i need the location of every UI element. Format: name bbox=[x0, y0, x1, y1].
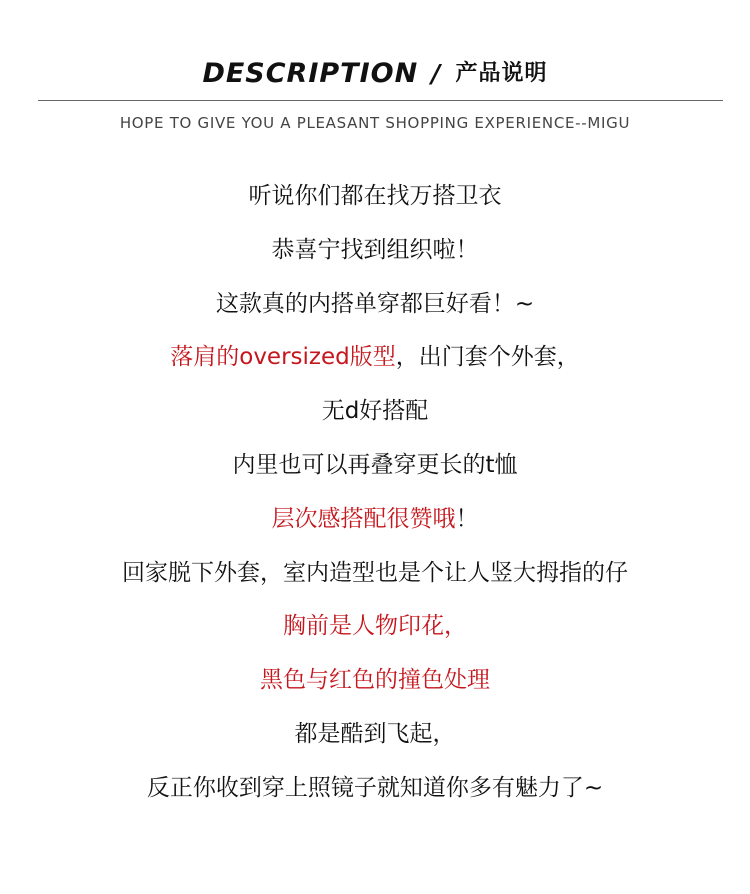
line-text: 都是酷到飞起， bbox=[294, 720, 456, 747]
description-line bbox=[0, 708, 750, 762]
description-line bbox=[0, 439, 750, 493]
line-text: 这款真的内搭单穿都巨好看！~ bbox=[215, 290, 535, 317]
description-line bbox=[0, 493, 750, 547]
line-text: ！ bbox=[455, 505, 479, 532]
header-divider bbox=[38, 100, 723, 101]
line-text: 恭喜宁找到组织啦！ bbox=[271, 236, 479, 263]
header-separator: / bbox=[431, 59, 441, 88]
line-text: 回家脱下外套，室内造型也是个让人竖大拇指的仔 bbox=[122, 559, 628, 586]
description-line bbox=[0, 762, 750, 816]
description-line bbox=[0, 385, 750, 439]
description-line bbox=[0, 600, 750, 654]
highlight-text: 层次感搭配很赞哦 bbox=[271, 505, 456, 532]
description-body bbox=[0, 170, 750, 816]
description-line bbox=[0, 331, 750, 385]
line-text: 听说你们都在找万搭卫衣 bbox=[248, 183, 502, 209]
header-title-cn: 产品说明 bbox=[455, 61, 548, 86]
description-line bbox=[0, 278, 750, 332]
description-header bbox=[0, 54, 750, 94]
line-text: 内里也可以再叠穿更长的t恤 bbox=[232, 451, 518, 478]
description-line bbox=[0, 654, 750, 708]
description-line bbox=[0, 170, 750, 224]
description-line bbox=[0, 224, 750, 278]
header-title-en: DESCRIPTION bbox=[202, 58, 419, 89]
line-text: ，出门套个外套， bbox=[395, 344, 580, 371]
line-text: 无d好搭配 bbox=[321, 398, 429, 425]
header-tagline: HOPE TO GIVE YOU A PLEASANT SHOPPING EXPERIENCE--MIGU bbox=[119, 114, 631, 132]
highlight-text: 落肩的oversized版型 bbox=[170, 344, 396, 371]
description-line bbox=[0, 547, 750, 601]
highlight-text: 黑色与红色的撞色处理 bbox=[260, 667, 490, 694]
highlight-text: 胸前是人物印花， bbox=[283, 613, 467, 640]
line-text: 反正你收到穿上照镜子就知道你多有魅力了~ bbox=[146, 774, 604, 801]
